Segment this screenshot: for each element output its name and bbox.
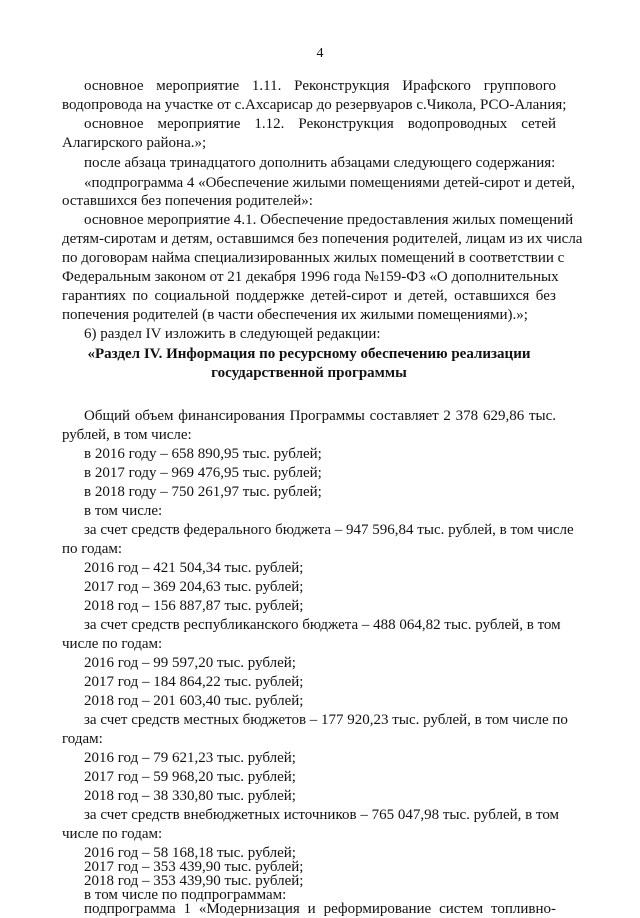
text-line: за счет средств местных бюджетов – 177 920,23 тыс. рублей, в том числе по xyxy=(84,712,568,728)
section-heading: «Раздел IV. Информация по ресурсному обеспечению реализации xyxy=(87,346,531,362)
text-line: числе по годам: xyxy=(62,636,163,652)
text-line: после абзаца тринадцатого дополнить абзацами следующего содержания: xyxy=(84,155,556,171)
text-line: 2016 год – 79 621,23 тыс. рублей; xyxy=(84,750,296,766)
text-line: Федеральным законом от 21 декабря 1996 года №159-ФЗ «О дополнительных xyxy=(62,269,559,285)
text-line: 2016 год – 421 504,34 тыс. рублей; xyxy=(84,560,304,576)
text-line: подпрограмма 1 «Модернизация и реформирование систем топливно- xyxy=(84,901,556,917)
text-line: гарантиях по социальной поддержке детей-сирот и детей, оставшихся без xyxy=(62,288,556,304)
text-line: 2016 год – 58 168,18 тыс. рублей; xyxy=(84,845,296,861)
text-line: рублей, в том числе: xyxy=(62,427,192,443)
text-line: 2017 год – 184 864,22 тыс. рублей; xyxy=(84,674,304,690)
text-line: в том числе по подпрограммам: xyxy=(84,887,287,903)
text-line: основное мероприятие 1.12. Реконструкция водопроводных сетей xyxy=(84,116,556,132)
text-line: основное мероприятие 4.1. Обеспечение предоставления жилых помещений xyxy=(84,212,574,228)
text-line: по годам: xyxy=(62,541,123,557)
text-line: в 2016 году – 658 890,95 тыс. рублей; xyxy=(84,446,322,462)
text-line: 2018 год – 201 603,40 тыс. рублей; xyxy=(84,693,304,709)
text-line: детям-сиротам и детям, оставшимся без попечения родителей, лицам из их числа xyxy=(62,231,583,247)
section-heading: государственной программы xyxy=(211,365,407,381)
text-line: 6) раздел IV изложить в следующей редакции: xyxy=(84,326,381,342)
text-line: за счет средств республиканского бюджета – 488 064,82 тыс. рублей, в том xyxy=(84,617,561,633)
text-line: за счет средств федерального бюджета – 947 596,84 тыс. рублей, в том числе xyxy=(84,522,574,538)
text-line: 2018 год – 353 439,90 тыс. рублей; xyxy=(84,873,304,889)
text-line: 2017 год – 59 968,20 тыс. рублей; xyxy=(84,769,296,785)
page-number: 4 xyxy=(316,46,324,61)
text-line: в 2018 году – 750 261,97 тыс. рублей; xyxy=(84,484,322,500)
text-line: годам: xyxy=(62,731,103,747)
text-line: за счет средств внебюджетных источников – 765 047,98 тыс. рублей, в том xyxy=(84,807,560,823)
text-line: попечения родителей (в части обеспечения их жилыми помещениями).»; xyxy=(62,307,528,323)
text-line: в 2017 году – 969 476,95 тыс. рублей; xyxy=(84,465,322,481)
text-line: 2018 год – 38 330,80 тыс. рублей; xyxy=(84,788,296,804)
text-line: числе по годам: xyxy=(62,826,163,842)
text-line: Алагирского района.»; xyxy=(62,135,207,151)
text-line: в том числе: xyxy=(84,503,163,519)
text-line: оставшихся без попечения родителей»: xyxy=(62,193,313,209)
text-line: 2016 год – 99 597,20 тыс. рублей; xyxy=(84,655,296,671)
text-line: 2018 год – 156 887,87 тыс. рублей; xyxy=(84,598,304,614)
text-line: по договорам найма специализированных жилых помещений в соответствии с xyxy=(62,250,565,266)
text-line: 2017 год – 369 204,63 тыс. рублей; xyxy=(84,579,304,595)
text-line: основное мероприятие 1.11. Реконструкция Ирафского группового xyxy=(84,78,556,94)
text-line: Общий объем финансирования Программы составляет 2 378 629,86 тыс. xyxy=(84,408,556,424)
text-line: водопровода на участке от с.Ахсарисар до резервуаров с.Чикола, РСО-Алания; xyxy=(62,97,567,113)
text-line: 2017 год – 353 439,90 тыс. рублей; xyxy=(84,859,304,875)
text-line: «подпрограмма 4 «Обеспечение жилыми помещениями детей-сирот и детей, xyxy=(84,175,575,191)
